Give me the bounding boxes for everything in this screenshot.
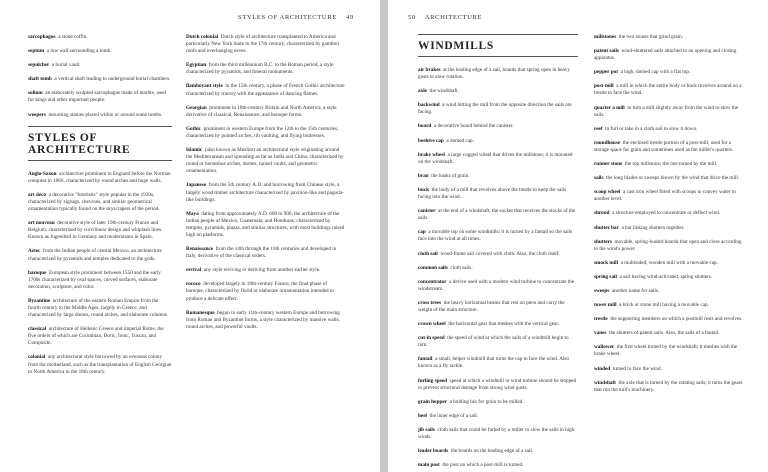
glossary-entry [418, 173, 578, 180]
glossary-entry [418, 265, 578, 272]
glossary-term: cross trees [418, 299, 441, 306]
glossary-entry [418, 300, 578, 314]
glossary-entry [418, 67, 578, 81]
glossary-definition: at the leading edge of a sail, boards that spring open in heavy gusts to slow rotation. [418, 67, 571, 81]
glossary-entry [594, 189, 744, 203]
glossary-entry [418, 102, 578, 116]
glossary-term: wallower [594, 344, 615, 351]
glossary-term: revival [186, 267, 202, 274]
glossary-definition: Dutch style of architecture transplanted to America and particularly New York State in the 17th century, characterized by gambrel roofs and overhanging eaves. [186, 34, 339, 55]
running-head: STYLES OF ARCHITECTURE 49 [238, 14, 354, 21]
glossary-definition: a domed cap. [446, 137, 474, 144]
glossary-entry [594, 274, 744, 281]
glossary-term: cloth sail [418, 250, 438, 257]
glossary-entry [186, 267, 346, 274]
glossary-entry [418, 88, 578, 95]
glossary-term: crown wheel [418, 321, 446, 328]
glossary-definition: a mill in which the entire body or buck revolves around on a trestle to face the wind. [594, 83, 742, 97]
glossary-definition: a movable top on some windmills; it is turned by a fantail so the sails face into the wind at all times. [418, 229, 573, 243]
glossary-entry [594, 48, 744, 62]
glossary-term: sails [594, 175, 604, 182]
glossary-definition: the supporting members on which a postmill rests and revolves. [610, 316, 743, 323]
glossary-term: sarcophagus [28, 34, 56, 40]
glossary-definition: a stone coffin. [58, 34, 88, 40]
glossary-entry [186, 126, 346, 140]
glossary-term: millstones [594, 34, 617, 40]
glossary-term: Romanesque [186, 309, 215, 316]
glossary-definition: cloth sails that could be furled by a miller to slow the sails in high winds. [418, 426, 575, 440]
glossary-entry [418, 413, 578, 420]
glossary-term: shaft tomb [28, 76, 52, 83]
glossary-definition: decorative style of later 19th-century France and Belgium, characterized by curvilinear design and whiplash lines. Known as Jugendstil in Germany and modernismo in Spain. [28, 220, 163, 241]
glossary-entry [418, 123, 578, 130]
glossary-entry [186, 310, 346, 331]
glossary-definition: a holding bin for grain to be milled. [449, 398, 524, 405]
right-page [388, 0, 768, 472]
glossary-definition: wood-frame sail covered with cloth. Also, the cloth itself. [440, 250, 560, 257]
glossary-definition: from the third millennium B.C. to the Roman period, a style characterized by pyramids, and funeral monuments. [186, 62, 334, 76]
glossary-term: Gothic [186, 125, 201, 132]
glossary-entry [186, 211, 346, 239]
glossary-definition: the enclosed trestle portion of a post-mill, used for a storage space for grain and sometimes used as the miller's quarters. [594, 139, 734, 153]
glossary-entry [418, 462, 578, 469]
glossary-definition: the axle that is turned by the rotating sails; it turns the gears that run the mill's machinery. [594, 379, 743, 393]
glossary-definition: another name for sails. [611, 287, 660, 294]
glossary-term: buck [418, 186, 429, 193]
glossary-term: Dutch colonial [186, 34, 219, 40]
glossary-term: post-mill [594, 83, 614, 90]
glossary-term: cap [418, 229, 426, 236]
glossary-term: Egyptian [186, 62, 207, 69]
glossary-definition: prominent in 18th-century Britain and North America, a style derivative of classical, Renaissance, and baroque forms. [186, 104, 337, 118]
glossary-entry [594, 225, 744, 232]
glossary-term: spring sail [594, 273, 617, 280]
glossary-definition: a high, domed cap with a flat top. [620, 69, 691, 76]
glossary-entry [594, 105, 744, 119]
glossary-term: beehive cap [418, 137, 444, 144]
glossary-entry [28, 112, 172, 119]
glossary-term: fantail [418, 356, 433, 363]
glossary-definition: from the Indian people of central Mexico, an architecture characterized by pyramids and temples dedicated to the gods. [28, 248, 162, 262]
glossary-definition: cloth sails. [450, 264, 473, 271]
glossary-definition: a brick or stone mill having a movable cap. [619, 302, 709, 309]
glossary-definition: a sail having wind-activated, spring shutters. [619, 273, 713, 280]
glossary-term: classical [28, 326, 47, 333]
glossary-entry [186, 62, 346, 76]
glossary-entry [28, 90, 172, 104]
running-head: 50 ARCHITECTURE [408, 14, 483, 21]
section-heading-windmills: WINDMILLS [418, 34, 578, 57]
glossary-term: concentrator [418, 278, 447, 285]
glossary-definition: (also known as Muslim) an architectural style originating around the Mediterranean and spreading as far as India and China, characterized by round or horseshoe arches, domes, tunnel vaults, and geometric ornamentation. [186, 147, 344, 175]
glossary-entry [594, 288, 744, 295]
glossary-definition: the long blades or sweeps blown by the wind that drive the mill. [606, 175, 740, 182]
glossary-entry [594, 344, 744, 358]
right-column-1 [418, 34, 578, 472]
glossary-entry [594, 34, 744, 41]
glossary-entry [594, 126, 744, 133]
glossary-term: air brakes [418, 67, 441, 73]
glossary-entry [418, 356, 578, 370]
glossary-term: axle [418, 88, 427, 95]
glossary-term: patent sails [594, 48, 619, 55]
glossary-entry [594, 175, 744, 182]
glossary-entry [418, 399, 578, 406]
glossary-definition: the post on which a post-mill is turned. [442, 462, 524, 469]
glossary-term: cut-in speed [418, 335, 445, 342]
glossary-entry [186, 83, 346, 97]
glossary-definition: a multisided, wooden mill with a movable cap. [620, 259, 718, 266]
glossary-definition: prominent in western Europe from the 12th to the 15th centuries, characterized by pointed arches, rib vaulting, and flying buttresses. [186, 125, 339, 139]
glossary-entry [418, 251, 578, 258]
glossary-definition: to turn a mill slightly away from the wind to slow the sails. [594, 104, 739, 118]
glossary-definition: architecture of Hellenic Greece and imperial Rome, the five orders of which are Corinthian, Doric, Ionic, Tuscan, and Composite. [28, 326, 164, 347]
glossary-entry [28, 171, 172, 185]
glossary-term: Maya [186, 210, 199, 217]
glossary-entry [418, 378, 578, 392]
glossary-entry [28, 354, 172, 375]
glossary-entry [186, 182, 346, 203]
glossary-definition: a small, helper windmill that turns the cap to face the wind. Also known as a fly tackle. [418, 356, 569, 370]
glossary-term: roundhouse [594, 139, 621, 146]
glossary-term: brake wheel [418, 151, 445, 158]
glossary-definition: from the 14th through the 16th centuries and developed in Italy, derivative of the classical orders. [186, 246, 337, 260]
glossary-definition: movable, spring-loaded boards that open and close according to the wind's power. [594, 238, 742, 252]
glossary-definition: a vertical shaft leading to underground burial chambers. [54, 76, 171, 83]
glossary-term: runner stone [594, 161, 623, 168]
glossary-definition: the shutters of patent sails. Also, the sails of a fantail. [609, 330, 720, 337]
glossary-definition: a burial vault. [51, 62, 81, 69]
glossary-term: board [418, 123, 432, 130]
glossary-term: Georgian [186, 104, 207, 111]
glossary-definition: a cast iron wheel fitted with scoops to convey water to another level. [594, 189, 736, 203]
glossary-entry [594, 330, 744, 337]
glossary-entry [418, 208, 578, 222]
glossary-definition: a wind hitting the mill from the opposite direction the sails are facing. [418, 102, 572, 116]
glossary-definition: in the 15th century, a phase of French Gothic architecture characterized by tracery with the appearance of dancing flames. [186, 83, 345, 97]
glossary-entry [28, 192, 172, 213]
glossary-term: heel [418, 412, 427, 419]
glossary-entry [594, 302, 744, 309]
page-number: 50 [408, 14, 416, 21]
glossary-term: septum [28, 48, 45, 55]
glossary-definition: the body of a mill that revolves above the trestle to keep the sails facing into the wind. [418, 186, 567, 201]
glossary-entry [418, 229, 578, 243]
glossary-term: leader boards [418, 448, 449, 455]
right-column-2 [594, 34, 744, 401]
glossary-entry [28, 248, 172, 262]
glossary-term: canister [418, 208, 436, 215]
glossary-definition: dating from approximately A.D. 600 to 900, the architecture of the Indian people of Mexico, Guatemala, and Honduras, characterized by temples, pyramids, plazas, and similar structures, with most buildings raised high on platforms. [186, 210, 345, 238]
glossary-entry [594, 140, 744, 154]
glossary-definition: European style prominent between 1550 and the early 1700s characterized by oval spaces, curved surfaces, elaborate decoration, sculpture, and color. [28, 269, 161, 290]
glossary-definition: a decorative "futuristic" style popular in the 1930s, characterized by zigzags, chevrons, and similar geometrical ornamentation typically found on the skyscrapers of the period. [28, 191, 160, 213]
glossary-definition: developed largely in 18th-century France, the final phase of baroque, characterized by florid or elaborate ornamentation intended to produce a delicate effect. [186, 281, 334, 302]
glossary-entry [28, 48, 172, 55]
glossary-entry [418, 321, 578, 328]
glossary-definition: the speed of wind at which the sails of a windmill begin to turn. [418, 335, 569, 349]
glossary-entry [186, 246, 346, 260]
glossary-term: Aztec [28, 248, 41, 255]
glossary-term: reef [594, 125, 603, 132]
glossary-definition: a device used with a modern wind turbine to concentrate the windstream. [418, 278, 575, 292]
glossary-definition: a low wall surrounding a tomb. [46, 48, 112, 55]
glossary-entry [28, 34, 172, 41]
glossary-entry [418, 448, 578, 455]
glossary-definition: the first wheel turned by the windshaft; it meshes with the brake wheel. [594, 344, 738, 358]
left-page [0, 0, 380, 472]
glossary-definition: from the 5th century A.D. and borrowing from Chinese style, a largely wood timber architecture characterized by pavilion-like and pagoda-like buildings. [186, 182, 344, 203]
glossary-definition: the husks of grain. [431, 172, 470, 179]
glossary-definition: an elaborately sculpted sarcophagus made of marble, used for kings and other important people. [28, 90, 167, 104]
glossary-entry [418, 152, 578, 166]
glossary-entry [594, 69, 744, 76]
left-column-2 [186, 34, 346, 338]
glossary-entry [594, 260, 744, 267]
glossary-entry [186, 281, 346, 302]
glossary-term: common sails [418, 264, 448, 271]
glossary-definition: a structure employed to concentrate or deflect wind. [612, 210, 721, 217]
glossary-entry [594, 380, 744, 394]
glossary-definition: the top millstone; the one turned by the mill. [624, 161, 718, 168]
glossary-entry [28, 326, 172, 347]
glossary-term: flamboyant style [186, 83, 223, 90]
glossary-entry [594, 316, 744, 323]
glossary-term: trestle [594, 316, 608, 323]
glossary-entry [28, 62, 172, 69]
glossary-term: Japanese [186, 182, 207, 189]
glossary-entry [418, 335, 578, 349]
glossary-term: jib sails [418, 426, 435, 433]
glossary-definition: the horizontal gear that meshes with the vertical gear. [448, 321, 560, 328]
glossary-term: Islamic [186, 147, 203, 154]
glossary-term: backwind [418, 102, 440, 109]
glossary-entry [186, 147, 346, 175]
glossary-term: weepers [28, 111, 46, 118]
glossary-term: bran [418, 172, 429, 179]
glossary-entry [594, 239, 744, 253]
glossary-term: smock mill [594, 259, 619, 266]
glossary-term: scoop wheel [594, 189, 621, 196]
glossary-entry [594, 366, 744, 373]
glossary-term: grain hopper [418, 398, 447, 405]
glossary-entry [186, 34, 346, 55]
glossary-definition: speed at which a windmill or wind turbine should be stopped to prevent structural damage from strong wind gusts. [418, 377, 577, 391]
glossary-definition: the inner edge of a sail. [429, 412, 478, 419]
glossary-entry [418, 279, 578, 293]
glossary-term: Anglo-Saxon [28, 170, 57, 177]
glossary-term: tower mill [594, 302, 617, 309]
glossary-entry [594, 161, 744, 168]
page-number: 49 [345, 14, 354, 21]
section-heading-styles: STYLES OF ARCHITECTURE [28, 126, 172, 161]
glossary-definition: any style reviving or deriving from another earlier style. [203, 267, 321, 274]
glossary-term: colonial [28, 354, 46, 361]
glossary-definition: wind-shuttered sails attached to an opening and closing apparatus. [594, 48, 737, 62]
glossary-definition: mourning statues placed within or around some tombs. [48, 111, 163, 118]
glossary-term: furling speed [418, 377, 447, 384]
glossary-definition: the heavy horizontal beams that rest on piers and carry the weight of the main structure. [418, 299, 565, 313]
glossary-definition: a large cogged wheel that drives the millstone; it is mounted on the windshaft. [418, 151, 573, 165]
book-gutter [380, 0, 388, 472]
glossary-definition: the boards on the leading edge of a sail. [450, 448, 534, 455]
glossary-term: quarter a mill [594, 104, 625, 111]
glossary-definition: a bar linking shutters together. [621, 224, 685, 231]
glossary-entry [28, 220, 172, 241]
glossary-term: art deco [28, 191, 47, 198]
glossary-term: baroque [28, 269, 47, 276]
left-column-1 [28, 34, 172, 383]
glossary-definition: architecture of the eastern Roman Empire from the fourth century to the Middle Ages, largely in Greece, and characterized by large domes, round arches, and elaborate columns. [28, 297, 169, 319]
glossary-definition: architecture prominent in England before the Norman conquest in 1066, characterized by round arches and huge walls. [28, 170, 171, 184]
glossary-definition: begun in early 11th-century western Europe and borrowing from Roman and Byzantine forms, a style characterized by massive walls, round arches, and powerful vaults. [186, 309, 340, 330]
glossary-entry [28, 76, 172, 83]
glossary-definition: at the end of a windshaft, the socket that receives the stocks of the sails. [418, 208, 576, 222]
glossary-term: Byzantine [28, 297, 51, 304]
glossary-entry [418, 427, 578, 441]
glossary-entry [418, 187, 578, 201]
glossary-term: shutters [594, 238, 612, 245]
glossary-definition: the two stones that grind grain. [618, 34, 684, 40]
glossary-term: vanes [594, 330, 607, 337]
glossary-term: solium [28, 90, 43, 97]
glossary-term: art nouveau [28, 220, 55, 227]
glossary-term: rococo [186, 281, 201, 288]
glossary-entry [28, 298, 172, 319]
glossary-definition: the windshaft. [429, 88, 459, 95]
glossary-term: shroud [594, 210, 610, 217]
glossary-definition: any architectural style borrowed by an overseas colony from the motherland, such as the transplantation of English Georgian to North America in the 18th century. [28, 354, 172, 375]
glossary-term: sweeps [594, 287, 610, 294]
glossary-entry [594, 210, 744, 217]
glossary-term: main post [418, 462, 440, 469]
glossary-term: winded [594, 365, 611, 372]
glossary-entry [418, 138, 578, 145]
glossary-term: pepper pot [594, 69, 618, 76]
glossary-term: shutter bar [594, 224, 619, 231]
glossary-term: Renaissance [186, 246, 214, 253]
glossary-entry [28, 270, 172, 291]
glossary-term: windshaft [594, 379, 616, 386]
glossary-term: sepulcher [28, 62, 50, 69]
glossary-entry [186, 105, 346, 119]
glossary-definition: turned to face the wind. [612, 365, 662, 372]
glossary-entry [594, 83, 744, 97]
glossary-definition: a decorative board behind the canister. [433, 123, 514, 130]
glossary-definition: to furl or take in a cloth sail to slow it down. [605, 125, 698, 132]
